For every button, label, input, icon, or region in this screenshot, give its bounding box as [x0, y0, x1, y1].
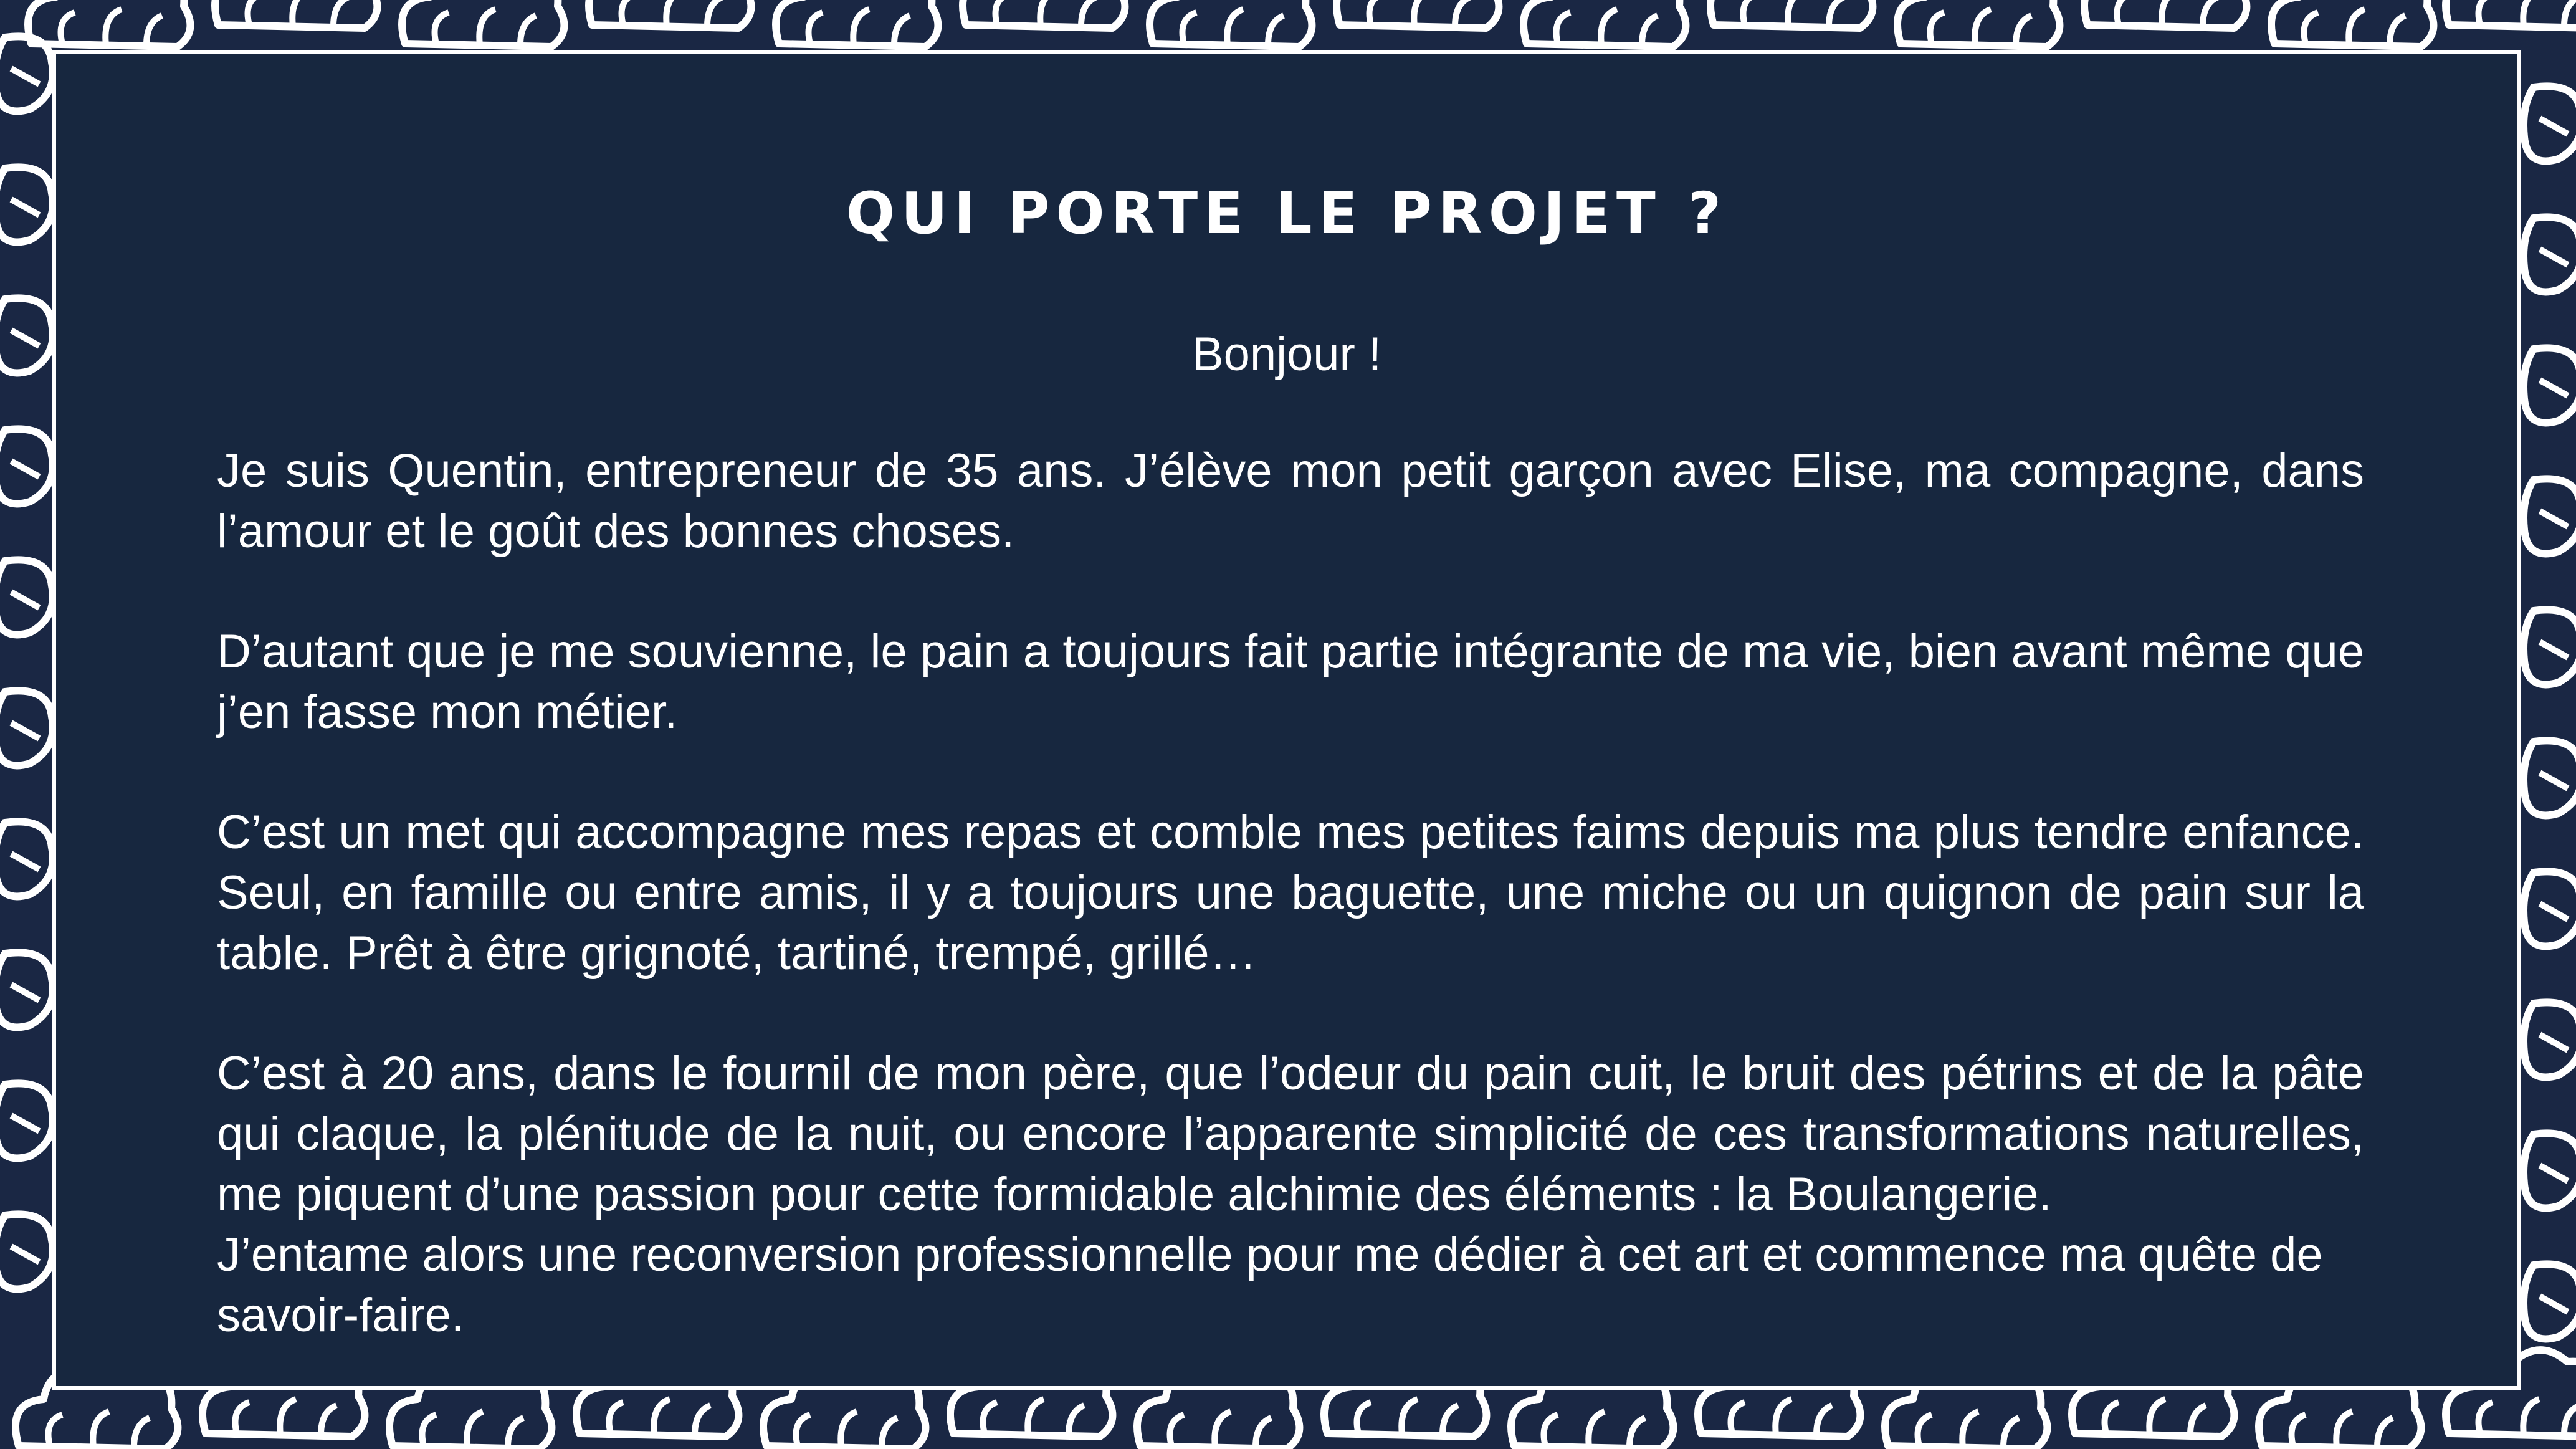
- body-text: [217, 441, 2364, 1346]
- paragraph-intro: Je suis Quentin, entrepreneur de 35 ans. J’élève mon petit garçon avec Elise, ma compagne, dans l’amour et le goût des bonnes choses.: [217, 444, 2364, 558]
- greeting-text: Bonjour !: [1191, 328, 1382, 381]
- pattern-right-column: [2524, 86, 2576, 1339]
- content-panel: [52, 50, 2521, 1390]
- page-title: QUI PORTE LE PROJET ?: [846, 180, 1728, 247]
- paragraph-memory: D’autant que je me souvienne, le pain a toujours fait partie intégrante de ma vie, bien avant même que j’en fasse mon métier.: [217, 625, 2364, 739]
- pattern-left-column: [0, 36, 53, 1289]
- paragraph-passion: C’est à 20 ans, dans le fournil de mon père, que l’odeur du pain cuit, le bruit des pétrins et de la pâte qui claque, la plénitude de la nuit, ou encore l’apparente simplicité de ces transformations naturelles, me piquent d’une passion pour cette formidable alchimie des éléments : la Boulangerie.: [217, 1047, 2364, 1221]
- paragraph-childhood: C’est un met qui accompagne mes repas et comble mes petites faims depuis ma plus tendre enfance. Seul, en famille ou entre amis, il y a toujours une baguette, une miche ou un quignon de pain sur la table. Prêt à être grignoté, tartiné, trempé, grillé…: [217, 806, 2364, 980]
- paragraph-reconversion: J’entame alors une reconversion professionnelle pour me dédier à cet art et commence ma quête de savoir-faire.: [217, 1228, 2323, 1342]
- pattern-top-row: [28, 0, 2576, 47]
